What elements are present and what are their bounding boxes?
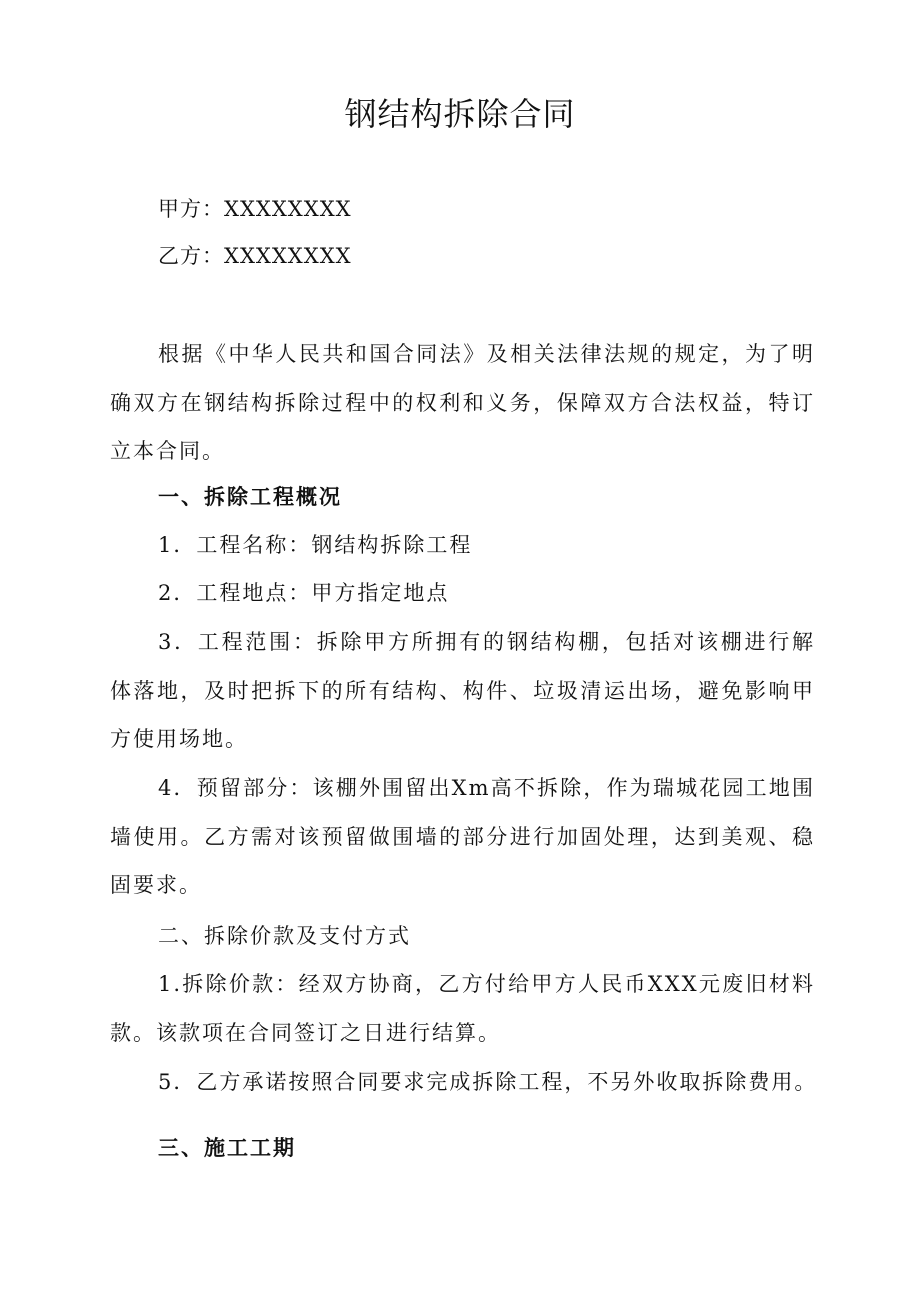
intro-paragraph: 根据《中华人民共和国合同法》及相关法律法规的规定，为了明确双方在钢结构拆除过程中的权利和义务，保障双方合法权益，特订立本合同。 xyxy=(110,342,815,463)
section-1-item-3: 3．工程范围：拆除甲方所拥有的钢结构棚，包括对该棚进行解体落地，及时把拆下的所有结构、构件、垃圾清运出场，避免影响甲方使用场地。 xyxy=(110,630,815,751)
section-1-item-4: 4．预留部分：该棚外围留出Xm高不拆除，作为瑞城花园工地围墙使用。乙方需对该预留做围墙的部分进行加固处理，达到美观、稳固要求。 xyxy=(110,776,815,897)
section-1-item-2: 2．工程地点：甲方指定地点 xyxy=(158,581,450,605)
party-a: 甲方：XXXXXXXX xyxy=(158,197,352,221)
section-1-heading: 一、拆除工程概况 xyxy=(158,485,342,509)
section-2-heading: 二、拆除价款及支付方式 xyxy=(158,924,411,948)
section-3-heading: 三、施工工期 xyxy=(158,1136,296,1160)
document-title: 钢结构拆除合同 xyxy=(344,95,576,133)
party-b: 乙方：XXXXXXXX xyxy=(158,244,352,268)
section-2-item-5: 5．乙方承诺按照合同要求完成拆除工程，不另外收取拆除费用。 xyxy=(158,1070,818,1094)
section-1-item-1: 1．工程名称：钢结构拆除工程 xyxy=(158,533,473,557)
section-2-item-1: 1.拆除价款：经双方协商，乙方付给甲方人民币XXX元废旧材料款。该款项在合同签订之日进行结算。 xyxy=(110,972,815,1045)
